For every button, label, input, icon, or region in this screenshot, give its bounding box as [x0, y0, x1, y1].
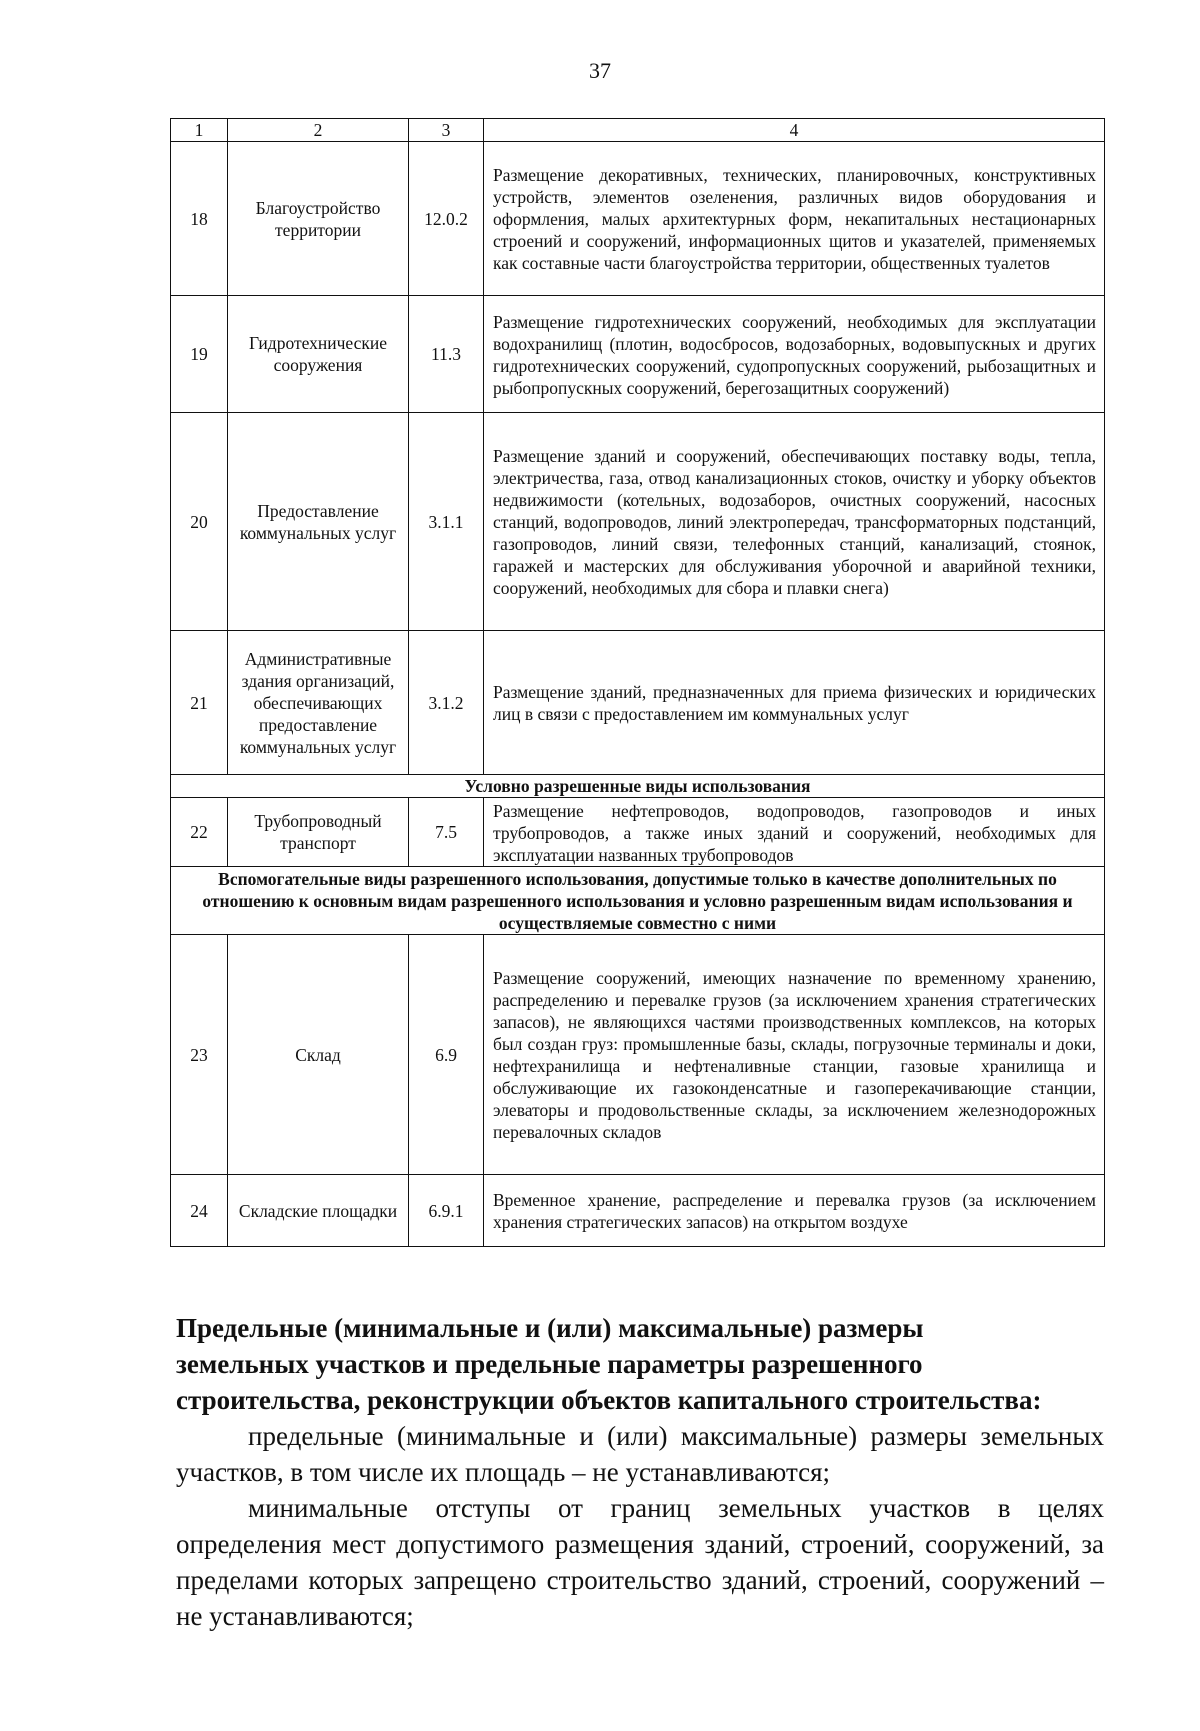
use-type-code: 6.9.1 [409, 1175, 484, 1247]
table-row [171, 413, 1105, 631]
section-heading [176, 1310, 1104, 1418]
header-col-2: 2 [228, 119, 409, 142]
header-col-1: 1 [171, 119, 228, 142]
use-type-name: Склад [228, 935, 409, 1175]
use-type-code: 11.3 [409, 296, 484, 413]
use-type-name: Административные здания организаций, обеспечивающих предоставление коммунальных услуг [228, 631, 409, 775]
use-type-description: Размещение гидротехнических сооружений, необходимых для эксплуатации водохранилищ (плотин, водосбросов, водозаборных, водовыпускных и других гидротехнических сооружений, судопропускных сооружений, рыбозащитных и рыбопропускных сооружений, берегозащитных сооружений) [484, 296, 1105, 413]
paragraph-text: минимальные отступы от границ земельных участков в целях определения мест допустимого размещения зданий, строений, сооружений, за пределами которых запрещено строительство зданий, строений, сооружений – не устанавливаются; [176, 1493, 1104, 1631]
use-type-code: 6.9 [409, 935, 484, 1175]
row-number: 23 [171, 935, 228, 1175]
section-row [171, 775, 1105, 798]
use-type-code: 12.0.2 [409, 142, 484, 296]
section-row [171, 867, 1105, 935]
table-row [171, 935, 1105, 1175]
land-use-table [170, 118, 1105, 1247]
use-type-description: Временное хранение, распределение и перевалка грузов (за исключением хранения стратегических запасов) на открытом воздухе [484, 1175, 1105, 1247]
use-type-code: 7.5 [409, 798, 484, 867]
use-type-description: Размещение зданий и сооружений, обеспечивающих поставку воды, тепла, электричества, газа, отвод канализационных стоков, очистку и уборку объектов недвижимости (котельных, водозаборов, очистных сооружений, насосных станций, водопроводов, линий электропередач, трансформаторных подстанций, газопроводов, линий связи, телефонных станций, канализаций, стоянок, гаражей и мастерских для обслуживания уборочной и аварийной техники, сооружений, необходимых для сбора и плавки снега) [484, 413, 1105, 631]
table-header-row [171, 119, 1105, 142]
heading-line: Предельные (минимальные и (или) максимальные) размеры [176, 1313, 924, 1343]
header-col-4: 4 [484, 119, 1105, 142]
use-type-description: Размещение нефтепроводов, водопроводов, газопроводов и иных трубопроводов, а также иных зданий и сооружений, необходимых для эксплуатации названных трубопроводов [484, 798, 1105, 867]
table-row [171, 631, 1105, 775]
use-type-description: Размещение сооружений, имеющих назначение по временному хранению, распределению и перевалке грузов (за исключением хранения стратегических запасов), не являющихся частями производственных комплексов, на которых был создан груз: промышленные базы, склады, погрузочные терминалы и доки, нефтехранилища и нефтеналивные станции, газовые хранилища и обслуживающие их газоконденсатные и газоперекачивающие станции, элеваторы и продовольственные склады, за исключением железнодорожных перевалочных складов [484, 935, 1105, 1175]
use-type-description: Размещение декоративных, технических, планировочных, конструктивных устройств, элементов озеленения, различных видов оборудования и оформления, малых архитектурных форм, некапитальных нестационарных строений и сооружений, информационных щитов и указателей, применяемых как составные части благоустройства территории, общественных туалетов [484, 142, 1105, 296]
use-type-description: Размещение зданий, предназначенных для приема физических и юридических лиц в связи с предоставлением им коммунальных услуг [484, 631, 1105, 775]
use-type-code: 3.1.2 [409, 631, 484, 775]
table-row [171, 142, 1105, 296]
row-number: 18 [171, 142, 228, 296]
row-number: 20 [171, 413, 228, 631]
use-type-name: Трубопроводный транспорт [228, 798, 409, 867]
section-conditional-title: Условно разрешенные виды использования [171, 775, 1105, 798]
paragraph-plot-sizes [176, 1418, 1104, 1490]
section-auxiliary-title: Вспомогательные виды разрешенного использования, допустимые только в качестве дополнительных по отношению к основным видам разрешенного использования и условно разрешенным видам использования и осуществляемые совместно с ними [171, 867, 1105, 935]
use-type-name: Складские площадки [228, 1175, 409, 1247]
row-number: 21 [171, 631, 228, 775]
heading-line: земельных участков и предельные параметры разрешенного [176, 1349, 923, 1379]
row-number: 22 [171, 798, 228, 867]
use-type-name: Благоустройство территории [228, 142, 409, 296]
paragraph-text: предельные (минимальные и (или) максимальные) размеры земельных участков, в том числе их площадь – не устанавливаются; [176, 1421, 1104, 1487]
table-row [171, 1175, 1105, 1247]
row-number: 19 [171, 296, 228, 413]
table-row [171, 296, 1105, 413]
paragraph-setbacks [176, 1490, 1104, 1634]
use-type-name: Предоставление коммунальных услуг [228, 413, 409, 631]
header-col-3: 3 [409, 119, 484, 142]
table-row [171, 798, 1105, 867]
use-type-name: Гидротехнические сооружения [228, 296, 409, 413]
heading-line: строительства, реконструкции объектов капитального строительства: [176, 1385, 1042, 1415]
page-number: 37 [589, 58, 611, 83]
use-type-code: 3.1.1 [409, 413, 484, 631]
row-number: 24 [171, 1175, 228, 1247]
